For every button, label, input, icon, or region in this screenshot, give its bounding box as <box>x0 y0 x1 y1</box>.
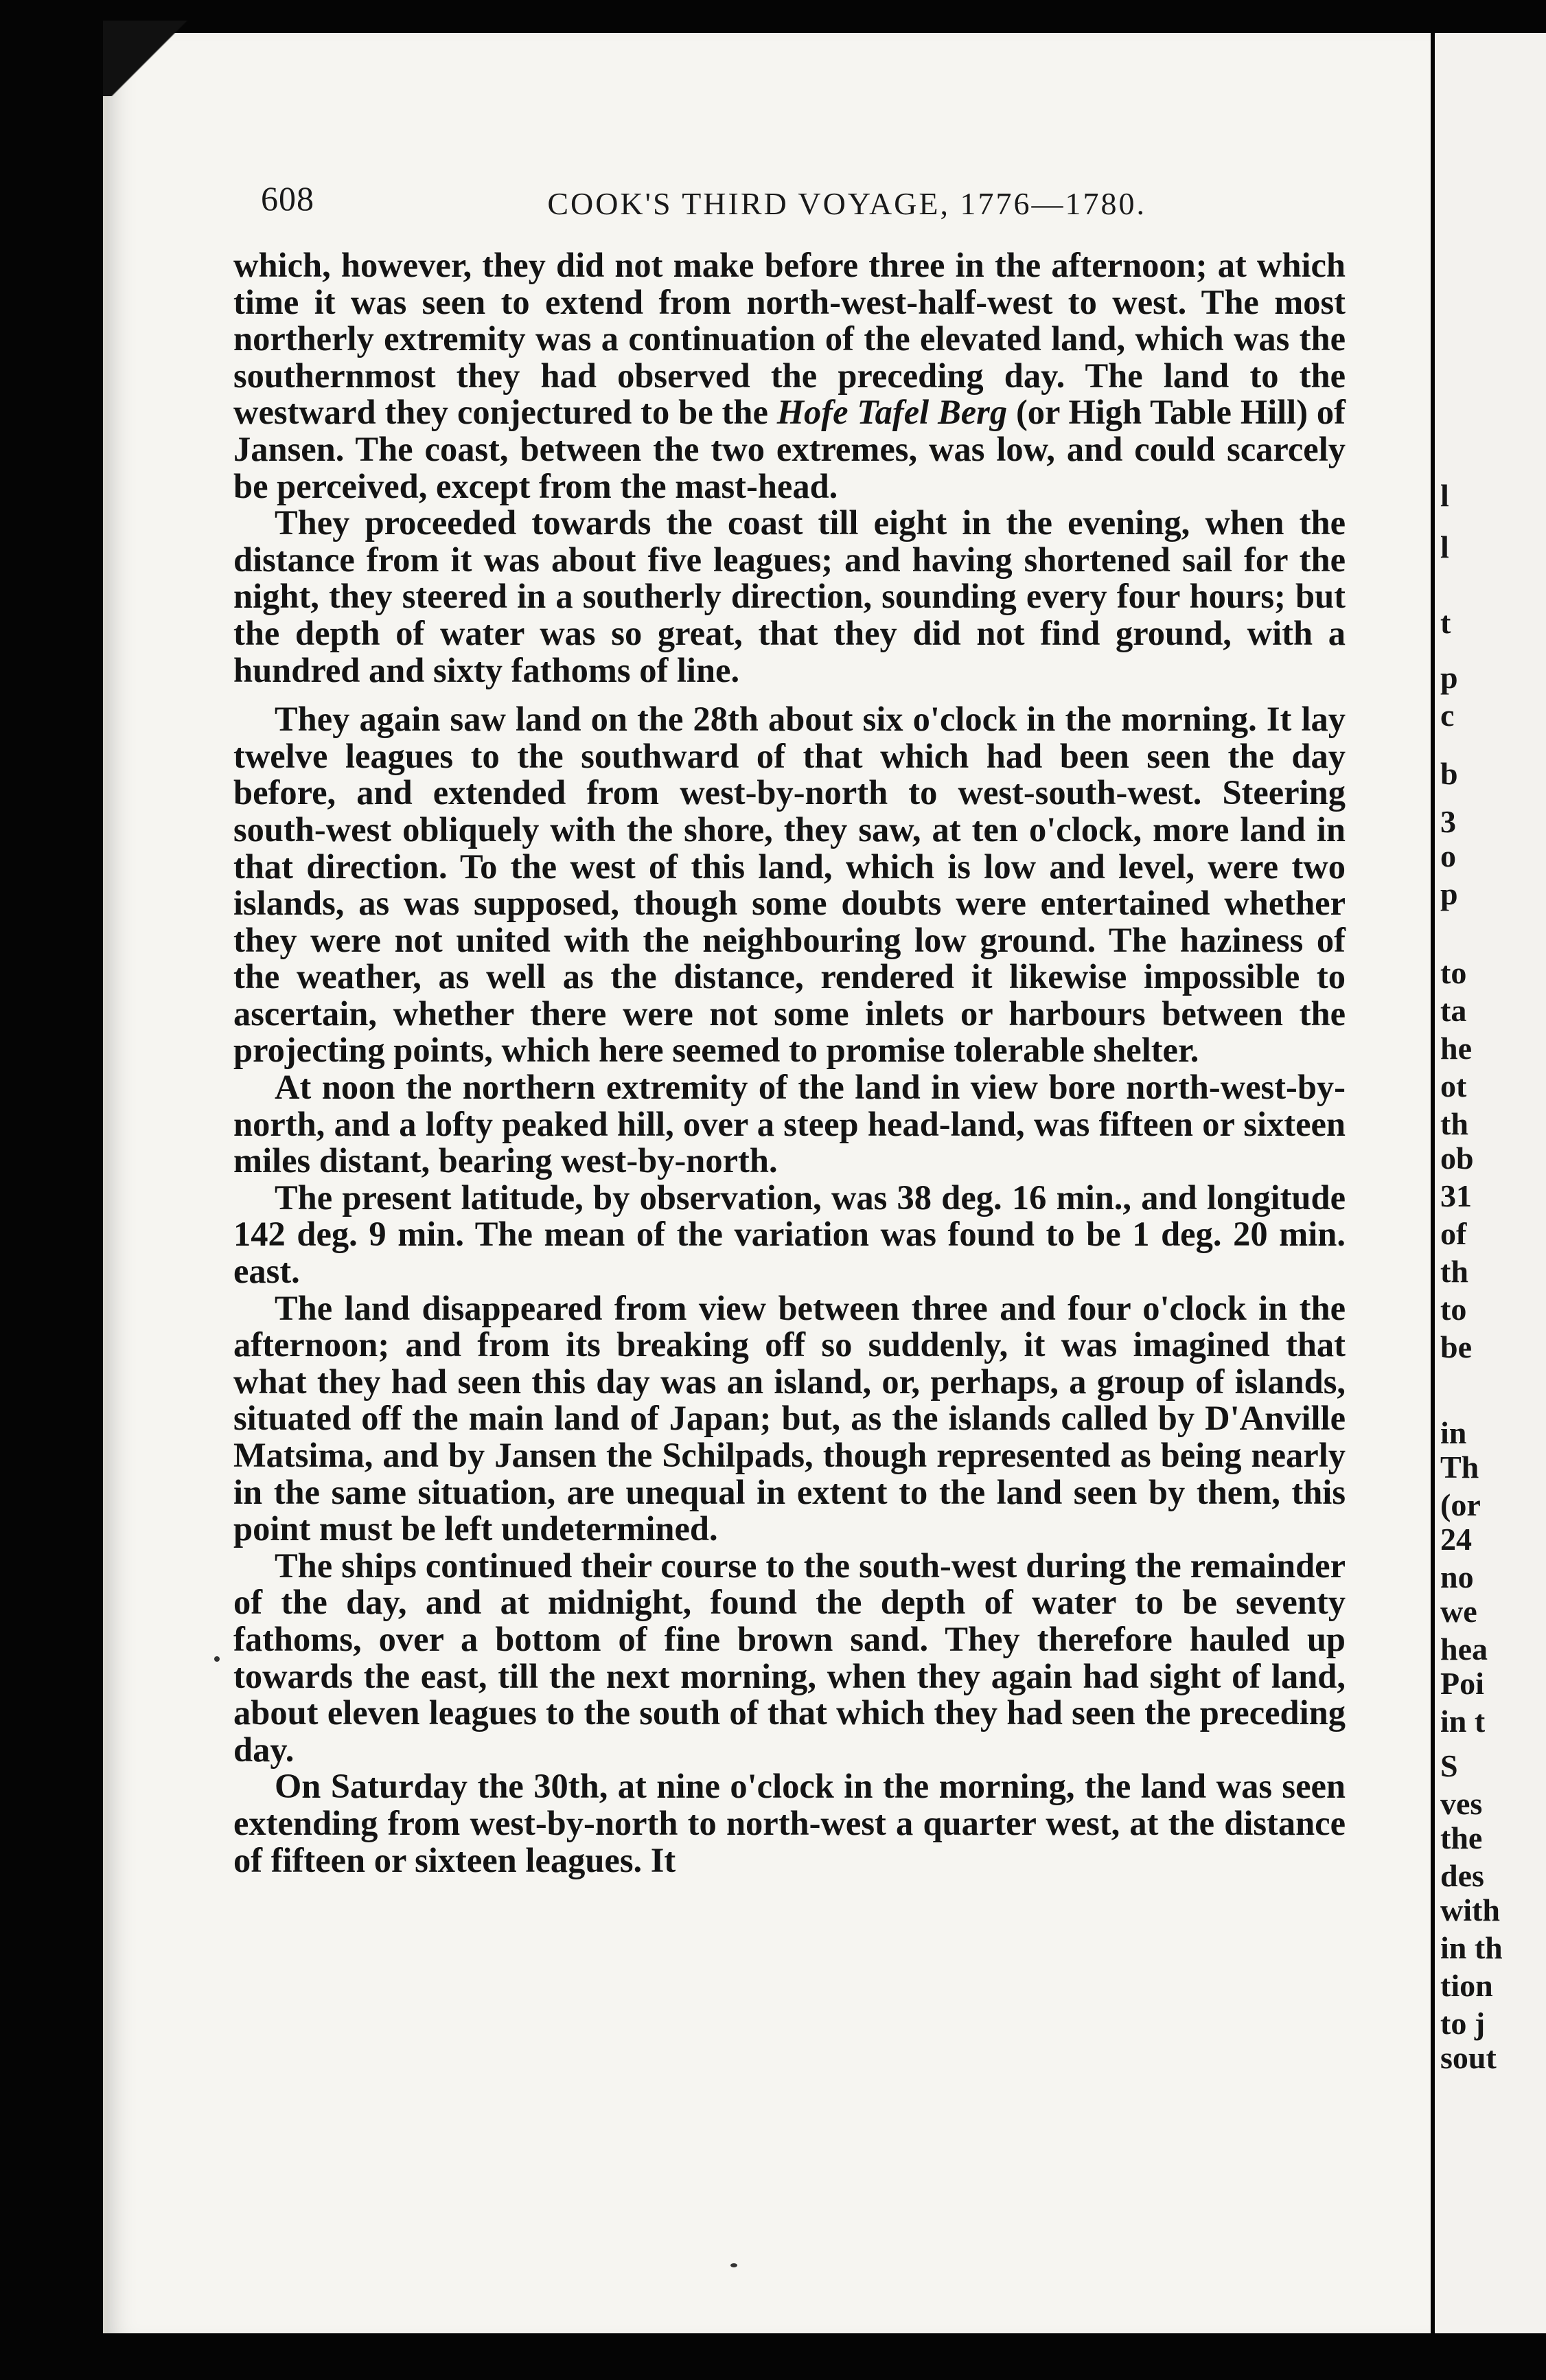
facing-page-fragment: ves <box>1440 1786 1483 1821</box>
paragraph: The land disappeared from view between three and four o'clock in the afternoon; and from its breaking off so suddenly, it was imagined that what they had seen this day was an island, or, perhaps, a group of islands, situated off the main land of Japan; but, as the islands called by D'Anville Matsima, and by Jansen the Schilpads, though represented as being nearly in the same situation, are unequal in extent to the land seen by them, this point must be left undetermined. <box>233 1288 1346 1548</box>
running-title: COOK'S THIRD VOYAGE, 1776—1780. <box>547 186 1146 221</box>
facing-page-fragment: of <box>1440 1216 1467 1251</box>
facing-page-fragment: o <box>1440 838 1456 873</box>
facing-page-fragment: ta <box>1440 993 1467 1028</box>
paragraph: The present latitude, by observation, was 38 deg. 16 min., and longitude 142 deg. 9 min. The mean of the variation was found to be 1 deg. 20 min. east. <box>233 1178 1346 1291</box>
facing-page-fragment: b <box>1440 756 1458 791</box>
facing-page-fragment: p <box>1440 660 1458 695</box>
facing-page-fragment: no <box>1440 1559 1474 1594</box>
paragraph-text: which, however, they did not make before three in the afternoon; at which time it was seen to extend from north-west-half-west to west. The most northerly extremity was a continuation of the elevated land, which was the southernmost they had observed the preceding day. The land to the westward they conjectured to be the <box>233 246 1346 432</box>
facing-page-fragment: tion <box>1440 1968 1493 2003</box>
italic-name: Hofe Tafel Berg <box>776 393 1008 432</box>
paragraph-text: (or High Table Hill) of Jansen. The coast, between the two extremes, was low, and could scarcely be perceived, except from the mast-head. <box>233 393 1346 505</box>
facing-page-fragment: th <box>1440 1106 1468 1141</box>
paragraph: On Saturday the 30th, at nine o'clock in the morning, the land was seen extending from west-by-north to north-west a quarter west, at the distance of fifteen or sixteen leagues. It <box>233 1767 1346 1879</box>
facing-page-fragment: ob <box>1440 1141 1474 1176</box>
facing-page-fragment: with <box>1440 1892 1500 1927</box>
facing-page-fragment: Poi <box>1440 1666 1484 1701</box>
paragraph <box>233 247 1346 505</box>
facing-page-edge <box>1435 33 1546 2333</box>
facing-page-fragment: c <box>1440 698 1455 733</box>
page-number: 608 <box>261 179 314 218</box>
facing-page-fragment: hea <box>1440 1632 1488 1667</box>
facing-page-fragment: sout <box>1440 2040 1497 2075</box>
running-head <box>261 179 1146 233</box>
facing-page-fragment: we <box>1440 1594 1477 1629</box>
scan-speck <box>730 2263 737 2267</box>
facing-page-fragment: (or <box>1440 1487 1481 1522</box>
facing-page-fragment: in <box>1440 1415 1467 1450</box>
facing-page-fragment: in t <box>1440 1704 1486 1739</box>
facing-page-fragment: th <box>1440 1254 1468 1289</box>
facing-page-fragment: t <box>1440 605 1451 640</box>
facing-page-fragment: 24 <box>1440 1522 1472 1557</box>
facing-page-fragment: 3 <box>1440 804 1456 839</box>
scan-speck <box>214 1656 220 1662</box>
body-text <box>233 247 1346 1879</box>
facing-page-fragment: he <box>1440 1031 1472 1066</box>
paragraph: At noon the northern extremity of the land in view bore north-west-by-north, and a lofty peaked hill, over a steep head-land, was fifteen or sixteen miles distant, bearing west-by-north. <box>233 1068 1346 1180</box>
facing-page-fragment: 31 <box>1440 1178 1472 1213</box>
facing-page-fragment: be <box>1440 1329 1472 1364</box>
facing-page-fragment: S <box>1440 1748 1458 1783</box>
facing-page-fragment: Th <box>1440 1450 1479 1485</box>
facing-page-fragment: to <box>1440 1292 1467 1327</box>
paragraph: They proceeded towards the coast till eight in the evening, when the distance from it was about five leagues; and having shortened sail for the night, they steered in a southerly direction, sounding every four hours; but the depth of water was so great, that they did not find ground, with a hundred and sixty fathoms of line. <box>233 503 1346 689</box>
facing-page-fragment: l <box>1440 529 1449 564</box>
paragraph: The ships continued their course to the south-west during the remainder of the day, and at midnight, found the depth of water to be seventy fathoms, over a bottom of fine brown sand. They therefore hauled up towards the east, till the next morning, when they again had sight of land, about eleven leagues to the south of that which they had seen the preceding day. <box>233 1546 1346 1769</box>
facing-page-fragment: p <box>1440 876 1458 911</box>
facing-page-fragment: the <box>1440 1820 1483 1855</box>
facing-page-fragment: to j <box>1440 2006 1486 2041</box>
facing-page-fragment: ot <box>1440 1068 1467 1103</box>
facing-page-fragment: des <box>1440 1858 1484 1893</box>
facing-page-fragment: to <box>1440 955 1467 990</box>
page-corner-shadow <box>103 21 213 96</box>
paragraph: They again saw land on the 28th about six o'clock in the morning. It lay twelve leagues to the southward of that which had been seen the day before, and extended from west-by-north to west-south-west. Steering south-west obliquely with the shore, they saw, at ten o'clock, more land in that direction. To the west of this land, which is low and level, were two islands, as was supposed, though some doubts were entertained whether they were not united with the neighbouring low ground. The haziness of the weather, as well as the distance, rendered it likewise impossible to ascertain, whether there were not some inlets or harbours between the projecting points, which here seemed to promise tolerable shelter. <box>233 700 1346 1070</box>
facing-page-fragment: in th <box>1440 1930 1503 1965</box>
facing-page-fragment: l <box>1440 478 1449 513</box>
